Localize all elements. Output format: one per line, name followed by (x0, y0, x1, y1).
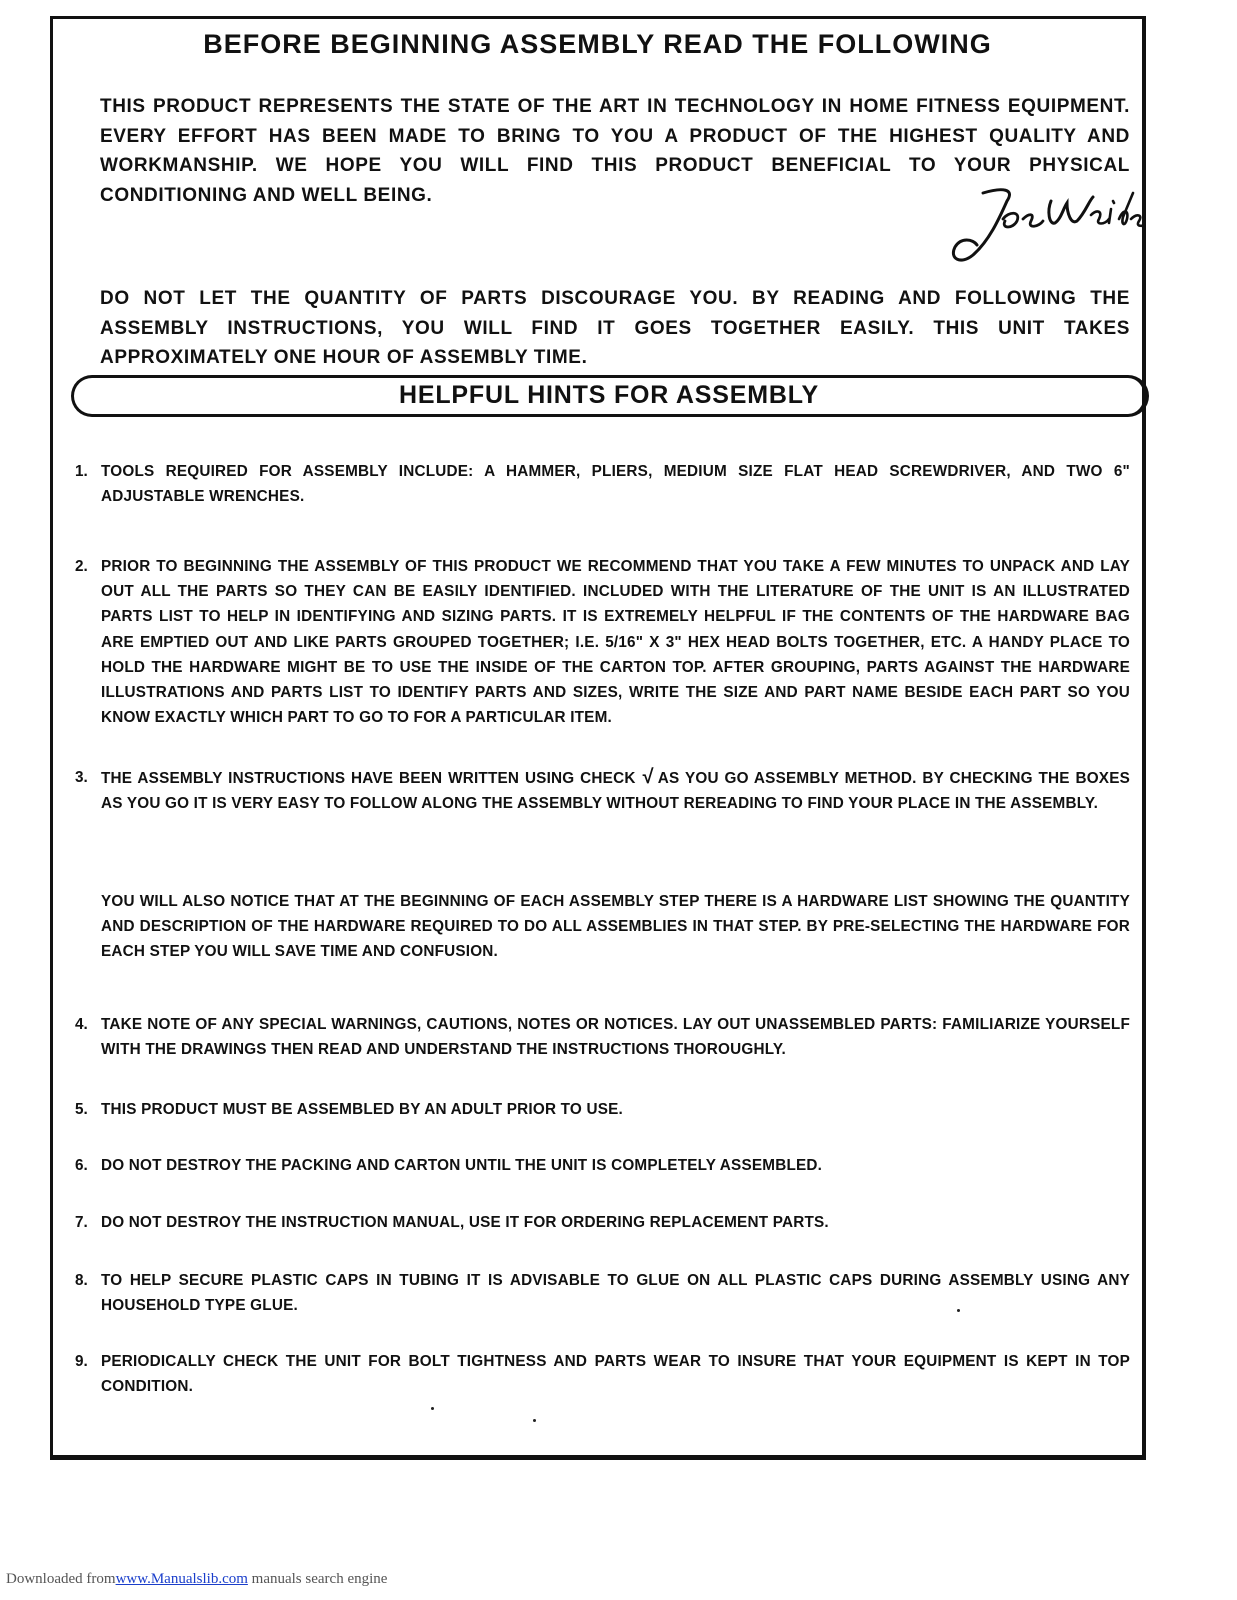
list-item-text: TOOLS REQUIRED FOR ASSEMBLY INCLUDE: A HAMMER, PLIERS, MEDIUM SIZE FLAT HEAD SCREWDRIVER, AND TWO 6" ADJUSTABLE WRENCHES. (101, 463, 1130, 506)
scan-speck (533, 1419, 536, 1422)
list-item-text: THIS PRODUCT MUST BE ASSEMBLED BY AN ADULT PRIOR TO USE. (101, 1101, 623, 1118)
list-item-text: PERIODICALLY CHECK THE UNIT FOR BOLT TIGHTNESS AND PARTS WEAR TO INSURE THAT YOUR EQUIPMENT IS KEPT IN TOP CONDITION. (101, 1353, 1130, 1396)
list-item-number: 3. (75, 769, 88, 786)
list-item-text: DO NOT DESTROY THE PACKING AND CARTON UNTIL THE UNIT IS COMPLETELY ASSEMBLED. (101, 1157, 823, 1174)
intro-paragraph-2: DO NOT LET THE QUANTITY OF PARTS DISCOURAGE YOU. BY READING AND FOLLOWING THE ASSEMBLY INSTRUCTIONS, YOU WILL FIND IT GOES TOGETHER EASILY. THIS UNIT TAKES APPROXIMATELY ONE HOUR OF ASSEMBLY TIME. (100, 288, 1130, 368)
scan-speck (431, 1407, 434, 1410)
footer-link[interactable]: www.Manualslib.com (115, 1571, 248, 1587)
list-item-text: DO NOT DESTROY THE INSTRUCTION MANUAL, USE IT FOR ORDERING REPLACEMENT PARTS. (101, 1214, 829, 1231)
scan-speck (957, 1309, 960, 1312)
list-item-number: 4. (75, 1016, 88, 1033)
notice-frame (50, 16, 1146, 1460)
signature (943, 179, 1143, 269)
list-item-number: 6. (75, 1157, 88, 1174)
footer-prefix: Downloaded from (6, 1571, 116, 1587)
list-item-text-a: THE ASSEMBLY INSTRUCTIONS HAVE BEEN WRITTEN USING CHECK (101, 770, 636, 787)
footer (6, 1571, 387, 1588)
hints-banner (71, 375, 1149, 417)
list-item-number: 2. (75, 558, 88, 575)
list-item-text (101, 765, 1130, 816)
list-item-number: 9. (75, 1353, 88, 1370)
list-item-number: 1. (75, 463, 88, 480)
list-item-number: 8. (75, 1272, 88, 1289)
list-item-number: 7. (75, 1214, 88, 1231)
list-item-text-b: AS YOU GO ASSEMBLY METHOD. BY CHECKING THE BOXES AS YOU GO IT IS VERY EASY TO FOLLOW ALONG THE ASSEMBLY WITHOUT REREADING TO FIND YOUR PLACE IN THE ASSEMBLY. (101, 770, 1131, 813)
list-item-text: TAKE NOTE OF ANY SPECIAL WARNINGS, CAUTIONS, NOTES OR NOTICES. LAY OUT UNASSEMBLED PARTS: FAMILIARIZE YOURSELF WITH THE DRAWINGS THEN READ AND UNDERSTAND THE INSTRUCTIONS THOROUGHLY. (101, 1016, 1130, 1059)
hints-heading: HELPFUL HINTS FOR ASSEMBLY (399, 381, 819, 409)
list-item-number: 5. (75, 1101, 88, 1118)
intro-paragraph-1: THIS PRODUCT REPRESENTS THE STATE OF THE ART IN TECHNOLOGY IN HOME FITNESS EQUIPMENT. EVERY EFFORT HAS BEEN MADE TO BRING TO YOU A PRODUCT OF THE HIGHEST QUALITY AND WORKMANSHIP. WE HOPE YOU WILL FIND THIS PRODUCT BENEFICIAL TO YOUR PHYSICAL CONDITIONING AND WELL BEING. (100, 96, 1130, 206)
footer-suffix: manuals search engine (247, 1571, 388, 1587)
list-item-text: PRIOR TO BEGINNING THE ASSEMBLY OF THIS PRODUCT WE RECOMMEND THAT YOU TAKE A FEW MINUTES TO UNPACK AND LAY OUT ALL THE PARTS SO THEY CAN BE EASILY IDENTIFIED. INCLUDED WITH THE LITERATURE OF THE UNIT IS AN ILLUSTRATED PARTS LIST TO HELP IN IDENTIFYING AND SIZING PARTS. IT IS EXTREMELY HELPFUL IF THE CONTENTS OF THE HARDWARE BAG ARE EMPTIED OUT AND LIKE PARTS GROUPED TOGETHER; I.E. 5/16" X 3" HEX HEAD BOLTS TOGETHER, ETC. A HANDY PLACE TO HOLD THE HARDWARE MIGHT BE TO USE THE INSIDE OF THE CARTON TOP. AFTER GROUPING, PARTS AGAINST THE HARDWARE ILLUSTRATIONS AND PARTS LIST TO IDENTIFY PARTS AND SIZES, WRITE THE SIZE AND PART NAME BESIDE EACH PART SO YOU KNOW EXACTLY WHICH PART TO GO TO FOR A PARTICULAR ITEM. (101, 558, 1130, 727)
page-title: BEFORE BEGINNING ASSEMBLY READ THE FOLLOWING (203, 29, 992, 59)
list-item-text: TO HELP SECURE PLASTIC CAPS IN TUBING IT IS ADVISABLE TO GLUE ON ALL PLASTIC CAPS DURING ASSEMBLY USING ANY HOUSEHOLD TYPE GLUE. (101, 1272, 1130, 1315)
checkmark-icon: √ (641, 766, 653, 788)
list-item-text: YOU WILL ALSO NOTICE THAT AT THE BEGINNING OF EACH ASSEMBLY STEP THERE IS A HARDWARE LIST SHOWING THE QUANTITY AND DESCRIPTION OF THE HARDWARE REQUIRED TO DO ALL ASSEMBLIES IN THAT STEP. BY PRE-SELECTING THE HARDWARE FOR EACH STEP YOU WILL SAVE TIME AND CONFUSION. (101, 893, 1130, 961)
